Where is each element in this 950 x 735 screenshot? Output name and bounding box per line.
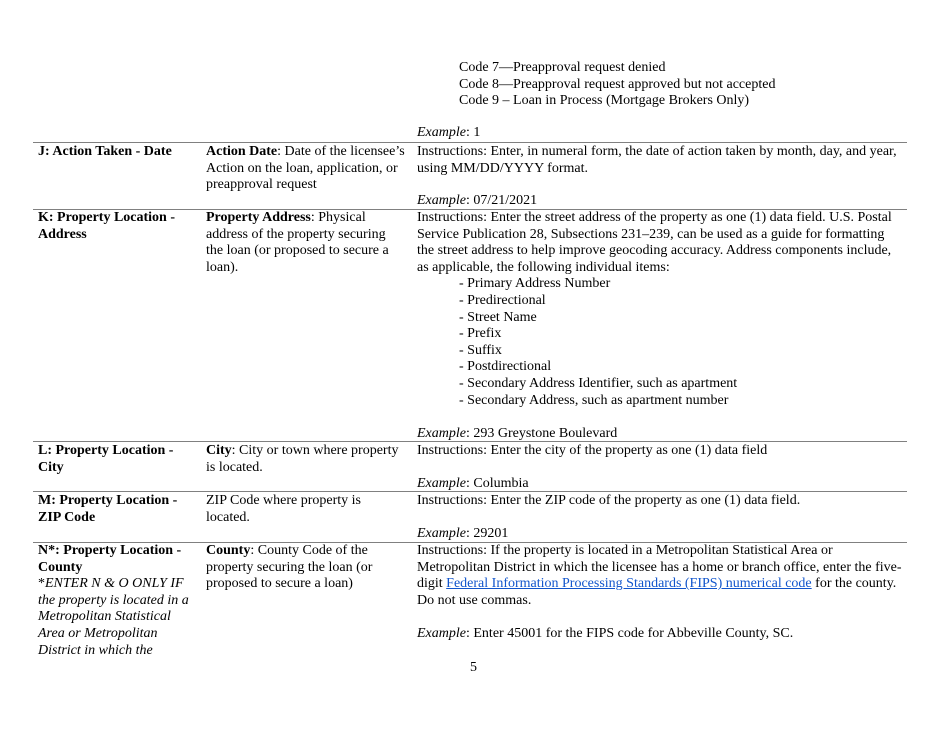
example-l: Example: Columbia — [417, 476, 529, 491]
field-m: M: Property Location - ZIP Code — [38, 493, 178, 525]
list-item: - Suffix — [459, 342, 502, 358]
instructions-m: Instructions: Enter the ZIP code of the property as one (1) data field. — [417, 493, 801, 508]
list-item: - Secondary Address, such as apartment number — [459, 392, 729, 408]
example-n: Example: Enter 45001 for the FIPS code for Abbeville County, SC. — [417, 626, 794, 641]
field-n: N*: Property Location - County *ENTER N & O ONLY IF the property is located in a Metropolitan Statistical Area or Metropolitan District in which the — [38, 543, 200, 659]
instructions-l: Instructions: Enter the city of the property as one (1) data field — [417, 443, 768, 458]
example-k: Example: 293 Greystone Boulevard — [417, 426, 618, 441]
definition-m: ZIP Code where property is located. — [206, 493, 361, 525]
example-m: Example: 29201 — [417, 526, 509, 541]
instructions-j: Instructions: Enter, in numeral form, the date of action taken by month, day, and year, using MM/DD/YYYY format. — [417, 144, 897, 176]
code-8: Code 8—Preapproval request approved but not accepted — [459, 76, 776, 92]
field-k: K: Property Location - Address — [38, 210, 175, 242]
list-item: - Primary Address Number — [459, 276, 611, 292]
field-l: L: Property Location - City — [38, 443, 174, 475]
example-j: Example: 07/21/2021 — [417, 193, 538, 208]
definition-k: Property Address: Physical address of the property securing the loan (or proposed to secure a loan). — [206, 210, 389, 275]
instructions-k: Instructions: Enter the street address of the property as one (1) data field. U.S. Postal Service Publication 28, Subsections 231–239, can be used as a guide for formatting the street address to help improve geocoding accuracy. Address components include, as applicable, the following individual items: - Primary Address Number - Predirectional - Street Name - Prefix - Suffix - Postdirectional - Secondary Address Identifier, such as apartment - Secondary Address, such as apartment number — [417, 210, 902, 409]
row-divider — [33, 441, 907, 442]
address-components-list — [459, 276, 902, 409]
list-item: - Street Name — [459, 309, 537, 325]
list-item: - Predirectional — [459, 292, 546, 308]
row-divider — [33, 491, 907, 492]
list-item: - Secondary Address Identifier, such as apartment — [459, 375, 738, 391]
code-9: Code 9 – Loan in Process (Mortgage Brokers Only) — [459, 93, 750, 109]
list-item: - Postdirectional — [459, 359, 552, 375]
page-number: 5 — [470, 660, 477, 675]
code-7: Code 7—Preapproval request denied — [459, 60, 666, 75]
definition-j: Action Date: Date of the licensee’s Action on the loan, application, or preapproval request — [206, 144, 405, 193]
list-item: - Prefix — [459, 326, 502, 342]
definition-n: County: County Code of the property securing the loan (or proposed to secure a loan) — [206, 543, 373, 592]
example-prev: Example: 1 — [417, 125, 481, 140]
codes-continued — [459, 60, 919, 110]
fips-code-link[interactable]: Federal Information Processing Standards (FIPS) numerical code — [446, 576, 812, 592]
row-divider — [33, 142, 907, 143]
field-n-note: *ENTER N & O ONLY IF the property is located in a Metropolitan Statistical Area or Metropolitan District in which the — [38, 576, 189, 658]
field-j: J: Action Taken - Date — [38, 144, 172, 159]
definition-l: City: City or town where property is located. — [206, 443, 399, 475]
instructions-n: Instructions: If the property is located in a Metropolitan Statistical Area or Metropolitan District in which the licensee has a home or branch office, enter the five-digit Federal Information Processing Standards (FIPS) numerical code for the county. Do not use commas. — [417, 543, 902, 608]
